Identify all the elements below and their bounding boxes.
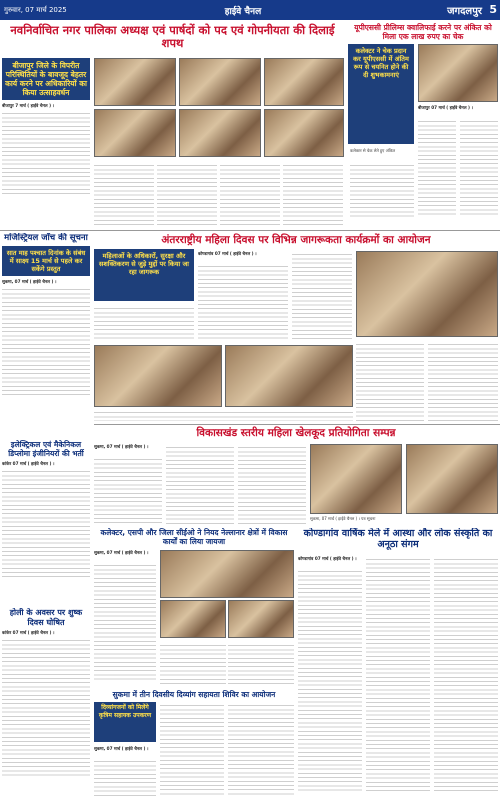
right-top-text — [418, 105, 498, 110]
divyang-sub-box — [94, 702, 156, 742]
top-story-photo-6 — [264, 109, 344, 157]
left-story-diploma-body — [2, 468, 90, 578]
mela-body-2 — [366, 556, 430, 794]
mela-body-3 — [434, 556, 498, 794]
divyang-body-3 — [228, 702, 294, 796]
mid-story-photo-3 — [356, 251, 498, 337]
masthead — [0, 0, 500, 20]
mid-story-caption-lines — [94, 409, 353, 421]
khel-body-1 — [94, 456, 162, 524]
left-story-holi-dateline: कांकेर 07 मार्च ( हाईवे चैनल ) । — [2, 630, 55, 635]
mid-story-body-2 — [198, 263, 288, 341]
top-story-photo-2 — [179, 58, 261, 106]
divyang-sub: दिव्यांगजनों को मिलेंगे कृत्रिम सहायक उपकरण — [98, 704, 152, 719]
top-story-photo-3 — [264, 58, 344, 106]
issue-date: गुरुवार, 07 मार्च 2025 — [4, 5, 67, 14]
left-story-bijapur-text — [2, 103, 90, 195]
left-story-holi-text — [2, 630, 90, 635]
khel-photo-1 — [310, 444, 402, 514]
top-story-headline: नवनिर्वाचित नगर पालिका अध्यक्ष एवं पार्षदों को पद एवं गोपनीयता की दिलाई शपथ — [10, 23, 335, 51]
top-story-photo-1 — [94, 58, 176, 106]
divyang-body-1 — [94, 758, 156, 796]
left-story-sukma-jaanch-dateline: सुकमा, 07 मार्च ( हाईवे चैनल ) । — [2, 279, 57, 284]
collector-photo-2 — [160, 600, 226, 638]
left-story-bijapur-headline: बीजापुर जिले के विपरीत परिस्थितियों के बावजूद बेहतर कार्य करने पर अधिकारियों का किया उत्साहवर्धन — [5, 61, 87, 97]
top-story-body-col-4 — [283, 162, 343, 228]
divider-top — [0, 230, 500, 231]
collector-text — [94, 550, 156, 555]
collector-photo-3 — [228, 600, 294, 638]
left-story-diploma-dateline: कांकेर 07 मार्च ( हाईवे चैनल ) । — [2, 461, 55, 466]
mid-story-photo-1 — [94, 345, 222, 407]
top-story — [0, 22, 345, 56]
mid-story-text — [198, 251, 288, 256]
right-top-body-1 — [418, 118, 456, 218]
collector-body-1 — [94, 562, 156, 682]
collector-body-2 — [160, 642, 226, 684]
left-story-sukma-jaanch-sub-box — [2, 246, 90, 276]
left-story-sukma-jaanch-sub: सात माह पश्चात दिनांक के संबंध में साक्ष्य 15 मार्च से पहले कर सकेंगे प्रस्तुत — [6, 249, 86, 273]
top-story-body-col-1 — [94, 162, 154, 228]
left-story-bijapur-headline-box — [2, 58, 90, 100]
mid-story-body-4 — [356, 341, 424, 421]
collector-dateline: सुकमा, 07 मार्च ( हाईवे चैनल ) । — [94, 550, 149, 555]
right-top-story — [348, 22, 498, 222]
page-number: 5 — [489, 3, 497, 16]
khel-caption: सुकमा, 07 मार्च ( हाईवे चैनल ) । पत्र सूचना — [310, 516, 376, 521]
left-story-bijapur — [2, 58, 90, 228]
left-story-bijapur-body — [2, 110, 90, 195]
mid-story-body-1 — [94, 305, 194, 341]
mid-story-photo-2 — [225, 345, 353, 407]
divyang-dateline: सुकमा, 07 मार्च ( हाईवे चैनल ) । — [94, 746, 149, 751]
left-story-sukma-jaanch-body — [2, 286, 90, 396]
top-story-body-col-3 — [220, 162, 280, 228]
left-story-sukma-jaanch-text — [2, 279, 90, 284]
mid-story-dateline: कोण्डागांव 07 मार्च ( हाईवे चैनल ) । — [198, 251, 257, 256]
collector-photo-1 — [160, 550, 294, 598]
left-story-holi-body — [2, 637, 90, 777]
khel-photo-2 — [406, 444, 498, 514]
left-story-bijapur-dateline: बीजापुर 7 मार्च ( हाईवे चैनल ) । — [2, 103, 55, 108]
left-story-sukma-jaanch-headline: मजिस्ट्रियल जाँच की सूचना — [4, 233, 88, 243]
khel-story — [94, 426, 498, 526]
mid-story-sub: महिलाओं के अधिकारों, सुरक्षा और सशक्तिकरण से जुड़े मुद्दों पर किया जा रहा जागरूक — [98, 252, 189, 276]
mela-story — [298, 528, 498, 798]
mid-story-body-5 — [428, 341, 498, 421]
collector-headline: कलेक्टर, एसपी और जिला सीईओ ने नियद नेल्लानार क्षेत्रों में विकास कार्यों का लिया जायजा — [100, 528, 288, 546]
mela-text — [298, 556, 362, 561]
khel-text — [94, 444, 162, 449]
top-story-photo-4 — [94, 109, 176, 157]
right-top-photo — [418, 44, 498, 102]
top-story-body-col-2 — [157, 162, 217, 228]
divyang-headline: सुकमा में तीन दिवसीय दिव्यांग सहायता शिविर का आयोजन — [112, 690, 276, 699]
left-story-holi — [2, 608, 90, 798]
mela-headline: कोण्डागांव वार्षिक मेले में आस्था और लोक संस्कृति का अनूठा संगम — [303, 528, 493, 550]
khel-body-2 — [166, 444, 234, 524]
right-top-sub: कलेक्टर ने चेक प्रदान कर यूपीएससी में अंतिम रूप से चयनित होने की दी शुभकामनाएं — [353, 47, 409, 79]
divyang-body-2 — [160, 702, 224, 796]
mela-body-1 — [298, 568, 362, 794]
mid-story-sub-box — [94, 249, 194, 301]
khel-dateline: सुकमा, 07 मार्च ( हाईवे चैनल ) । — [94, 444, 149, 449]
edition-city: जगदलपुर — [447, 6, 482, 17]
divyang-story — [94, 690, 294, 798]
right-top-body-2 — [460, 118, 498, 218]
newspaper-brand: हाईवे चैनल — [224, 6, 262, 17]
khel-headline: विकासखंड स्तरीय महिला खेलकूद प्रतियोगिता सम्पन्न — [196, 427, 396, 439]
collector-body-3 — [228, 642, 294, 684]
top-story-photo-5 — [179, 109, 261, 157]
mela-dateline: कोण्डागांव 07 मार्च ( हाईवे चैनल ) । — [298, 556, 357, 561]
left-story-diploma — [2, 440, 90, 605]
right-top-headline: यूपीएससी प्रीलिम्स क्वालिफाई करने पर अंकित को मिला एक लाख रुपए का चेक — [354, 23, 492, 41]
divyang-text — [94, 746, 156, 751]
right-top-dateline: बीजापुर 07 मार्च ( हाईवे चैनल ) । — [418, 105, 473, 110]
right-top-sub-box — [348, 44, 414, 144]
collector-story — [94, 528, 294, 688]
khel-body-3 — [238, 444, 306, 524]
divider-mid — [94, 424, 500, 425]
mid-story-headline: अंतरराष्ट्रीय महिला दिवस पर विभिन्न जागरूकता कार्यक्रमों का आयोजन — [161, 234, 431, 246]
left-story-diploma-text — [2, 461, 90, 466]
right-top-caption: कलेक्टर से चेक लेते हुए अंकित — [350, 148, 396, 153]
left-story-diploma-headline: इलेक्ट्रिकल एवं मैकेनिकल डिप्लोमा इंजीनियरों की भर्ती — [8, 440, 84, 458]
left-story-holi-headline: होली के अवसर पर शुष्क दिवस घोषित — [9, 608, 83, 627]
mid-story-womens-day — [94, 233, 498, 423]
right-top-body-3 — [350, 162, 414, 218]
mid-story-body-3 — [292, 251, 352, 341]
left-story-sukma-jaanch — [2, 233, 90, 433]
